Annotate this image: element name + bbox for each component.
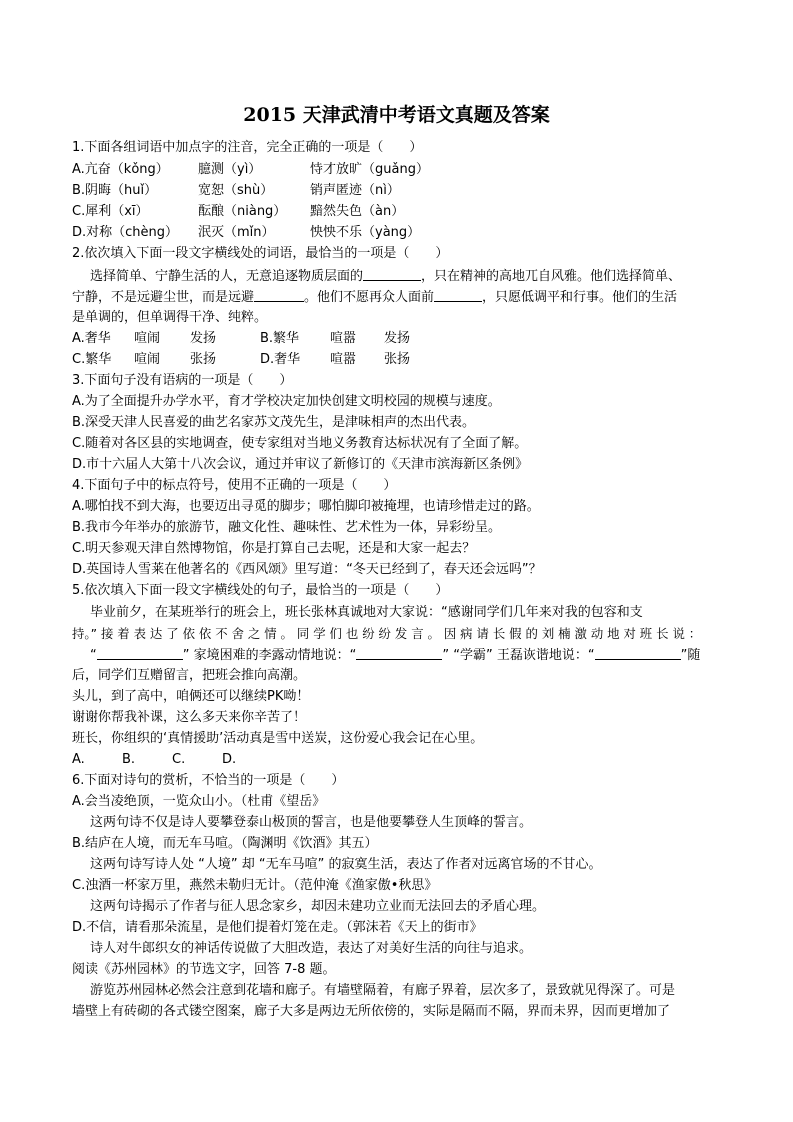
q5-passage-line-1: 毕业前夕，在某班举行的班会上，班长张林真诚地对大家说：“感谢同学们几年来对我的包容和支	[90, 605, 643, 620]
q6-option-c-note: 这两句诗揭示了作者与征人思念家乡，却因未建功立业而无法回去的矛盾心理。	[90, 899, 546, 914]
q1-option-c: C.犀利（xī） 酝酿（niàng） 黯然失色（àn）	[72, 204, 405, 219]
reading-paragraph-line-1: 游览苏州园林必然会注意到花墙和廊子。有墙壁隔着，有廊子界着，层次多了，景致就见得深了。可是	[90, 983, 676, 998]
q4-stem: 4.下面句子中的标点符号，使用不正确的一项是（ ）	[72, 478, 397, 493]
q6-option-a: A.会当凌绝顶，一览众山小。（杜甫《望岳》	[72, 794, 326, 809]
blank	[595, 645, 681, 660]
q6-option-c: C.浊酒一杯家万里，燕然未勒归无计。（范仲淹《渔家傲•秋思》	[72, 878, 438, 893]
q1-option-b: B.阴晦（huǐ） 宽恕（shù） 销声匿迹（nì）	[72, 183, 400, 198]
q6-option-a-note: 这两句诗不仅是诗人要攀登泰山极顶的誓言，也是他要攀登人生顶峰的誓言。	[90, 815, 533, 830]
q4-option-a: A.哪怕找不到大海，也要迈出寻觅的脚步；哪怕脚印被掩埋，也请珍惜走过的路。	[72, 499, 540, 514]
q6-option-d: D.不信，请看那朵流星，是他们提着灯笼在走。（郭沫若《天上的街市》	[72, 920, 483, 935]
blank	[356, 645, 442, 660]
q2-options-cd: C.繁华 喧闹 张扬 D.奢华 喧嚣 张扬	[72, 352, 411, 367]
q6-option-b-note: 这两句诗写诗人处 “人境” 却 “无车马喧” 的寂寞生活，表达了作者对远离官场的不甘心。	[90, 857, 602, 872]
reading-paragraph-line-2: 墙壁上有砖砌的各式镂空图案，廊子大多是两边无所依傍的，实际是隔而不隔，界而未界，因而更增加了	[72, 1004, 671, 1019]
q4-option-b: B.我市今年举办的旅游节，融文化性、趣味性、艺术性为一体，异彩纷呈。	[72, 520, 502, 535]
q5-sentence-1: 头儿，到了高中，咱俩还可以继续PK呦！	[72, 689, 310, 704]
q1-option-d: D.对称（chèng） 泯灭（mǐn） 怏怏不乐（yàng）	[72, 225, 421, 240]
q3-option-c: C.随着对各区县的实地调查，使专家组对当地义务教育达标状况有了全面了解。	[72, 436, 528, 451]
q6-option-b: B.结庐在人境，而无车马喧。（陶渊明《饮酒》其五）	[72, 836, 378, 851]
q5-stem: 5.依次填入下面一段文字横线处的句子，最恰当的一项是（ ）	[72, 583, 449, 598]
q3-option-a: A.为了全面提升办学水平，育才学校决定加快创建文明校园的规模与速度。	[72, 394, 501, 409]
q3-option-b: B.深受天津人民喜爱的曲艺名家苏文茂先生，是津味相声的杰出代表。	[72, 415, 476, 430]
q5-passage-line-3: “ ” 家境困难的李露动情地说：“ ” “学霸” 王磊诙谐地说：“ ”随	[90, 645, 700, 666]
page-title: 2015 天津武清中考语文真题及答案	[243, 104, 550, 126]
q5-sentence-2: 谢谢你帮我补课，这么多天来你辛苦了！	[72, 710, 307, 725]
blank	[97, 645, 183, 660]
blank	[254, 287, 304, 302]
q5-passage-line-2: 持。” 接 着 表 达 了 依 依 不 舍 之 情 。 同 学 们 也 纷 纷 发 言 。 因 病 请 长 假 的 刘 楠 激 动 地 对 班 长 说 ：	[72, 626, 702, 641]
q3-option-d: D.市十六届人大第十八次会议，通过并审议了新修订的《天津市滨海新区条例》	[72, 457, 529, 472]
blank	[363, 266, 421, 281]
q6-stem: 6.下面对诗句的赏析，不恰当的一项是（ ）	[72, 773, 345, 788]
q4-option-c: C.明天参观天津自然博物馆，你是打算自己去呢，还是和大家一起去？	[72, 541, 476, 556]
q4-option-d: D.英国诗人雪莱在他著名的《西风颂》里写道：“冬天已经到了，春天还会远吗”？	[72, 562, 542, 577]
q6-option-d-note: 诗人对牛郎织女的神话传说做了大胆改造，表达了对美好生活的向往与追求。	[90, 941, 533, 956]
q1-stem: 1.下面各组词语中加点字的注音，完全正确的一项是（ ）	[72, 140, 423, 155]
q2-stem: 2.依次填入下面一段文字横线处的词语，最恰当的一项是（ ）	[72, 246, 449, 261]
q1-option-a: A.亢奋（kǒng） 臆测（yì） 恃才放旷（guǎng）	[72, 162, 429, 177]
q5-options: A. B. C. D.	[72, 752, 237, 767]
blank	[434, 287, 482, 302]
q2-passage-line-2: 宁静，不是远避尘世，而是远避 。他们不愿再众人面前 ，只愿低调平和行事。他们的生活	[72, 287, 677, 308]
reading-intro: 阅读《苏州园林》的节选文字，回答 7-8 题。	[72, 962, 336, 977]
q2-passage-line-3: 是单调的，但单调得干净、纯粹。	[72, 310, 268, 325]
q2-options-ab: A.奢华 喧闹 发扬 B.繁华 喧嚣 发扬	[72, 331, 411, 346]
q5-sentence-3: 班长，你组织的‘真情援助’活动真是雪中送炭，这份爱心我会记在心里。	[72, 731, 484, 746]
q3-stem: 3.下面句子没有语病的一项是（ ）	[72, 373, 293, 388]
q5-passage-line-4: 后，同学们互赠留言，把班会推向高潮。	[72, 668, 307, 683]
q2-passage-line-1: 选择简单、宁静生活的人，无意追逐物质层面的 ，只在精神的高地兀自风雅。他们选择简单、	[90, 266, 681, 287]
